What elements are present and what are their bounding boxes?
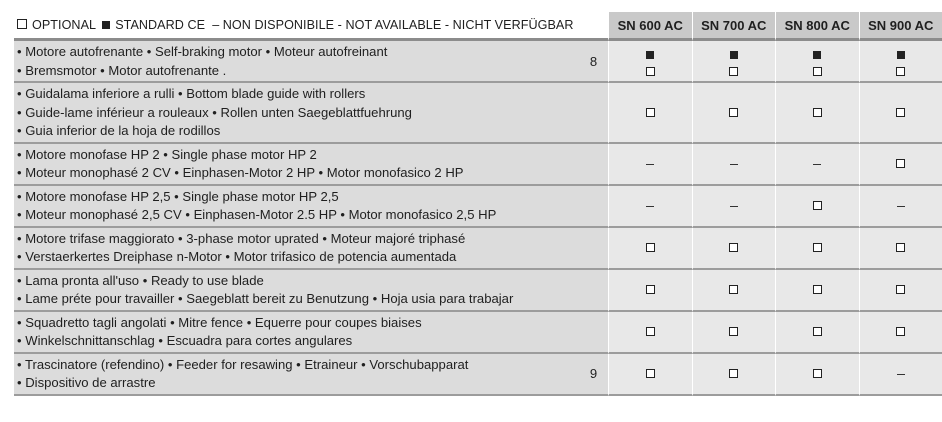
page-column-header xyxy=(579,12,608,41)
availability-cell xyxy=(692,41,776,83)
description-line: • Lame préte pour travailler • Saegeblatt bereit zu Benutzung • Hoja usia para trabajar xyxy=(17,291,514,306)
not-available-icon xyxy=(646,206,654,207)
page-reference xyxy=(579,186,608,228)
legend-not-available: – NON DISPONIBILE - NOT AVAILABLE - NICHT VERFÜGBAR xyxy=(212,18,574,32)
not-available-icon xyxy=(646,164,654,165)
availability-cell xyxy=(692,144,776,186)
availability-cell xyxy=(775,354,859,396)
availability-cell xyxy=(692,186,776,228)
standard-legend-icon xyxy=(102,21,110,29)
standard-icon xyxy=(897,51,905,59)
model-header: SN 700 AC xyxy=(692,12,776,41)
availability-cell xyxy=(608,270,692,312)
page-reference xyxy=(579,270,608,312)
description-line: • Lama pronta all'uso • Ready to use blade xyxy=(17,272,264,288)
optional-icon xyxy=(896,243,905,252)
legend-standard: STANDARD CE xyxy=(115,18,206,32)
availability-stack xyxy=(813,51,822,76)
description-line: • Squadretto tagli angolati • Mitre fence • Equerre pour coupes biaises xyxy=(17,314,422,330)
optional-icon xyxy=(813,327,822,336)
table-row xyxy=(14,354,942,396)
option-description xyxy=(14,312,579,354)
not-available-icon xyxy=(730,164,738,165)
availability-cell xyxy=(859,312,942,354)
availability-cell xyxy=(608,228,692,270)
availability-cell xyxy=(608,144,692,186)
optional-icon xyxy=(813,108,822,117)
optional-icon xyxy=(813,285,822,294)
availability-cell xyxy=(859,228,942,270)
availability-cell xyxy=(859,354,942,396)
table-row xyxy=(14,41,942,83)
not-available-icon xyxy=(897,206,905,207)
page-reference xyxy=(579,312,608,354)
table-row xyxy=(14,144,942,186)
availability-cell xyxy=(775,144,859,186)
optional-icon xyxy=(646,285,655,294)
page-reference: 9 xyxy=(579,354,608,396)
description-line: • Dispositivo de arrastre xyxy=(17,375,156,390)
optional-icon xyxy=(813,201,822,210)
table-row xyxy=(14,186,942,228)
availability-cell xyxy=(775,41,859,83)
optional-icon xyxy=(896,285,905,294)
availability-cell xyxy=(608,354,692,396)
not-available-icon xyxy=(730,206,738,207)
description-line: • Moteur monophasé 2,5 CV • Einphasen-Motor 2.5 HP • Motor monofasico 2,5 HP xyxy=(17,207,497,222)
optional-icon xyxy=(646,67,655,76)
description-line: • Motore trifase maggiorato • 3-phase motor uprated • Moteur majoré triphasé xyxy=(17,230,466,246)
availability-cell xyxy=(775,270,859,312)
optional-icon xyxy=(896,327,905,336)
table-row xyxy=(14,228,942,270)
description-line: • Motore autofrenante • Self-braking motor • Moteur autofreinant xyxy=(17,44,388,59)
option-description xyxy=(14,83,579,144)
option-description xyxy=(14,41,579,83)
availability-cell xyxy=(608,83,692,144)
availability-cell xyxy=(608,186,692,228)
table-row xyxy=(14,270,942,312)
optional-icon xyxy=(813,369,822,378)
options-table-body xyxy=(14,41,942,396)
availability-cell xyxy=(775,186,859,228)
description-line: • Bremsmotor • Motor autofrenante . xyxy=(17,62,227,78)
availability-cell xyxy=(859,270,942,312)
model-header: SN 900 AC xyxy=(859,12,942,41)
standard-icon xyxy=(646,51,654,59)
availability-cell xyxy=(775,312,859,354)
availability-stack xyxy=(729,51,738,76)
page-reference: 8 xyxy=(579,41,608,83)
description-line: • Moteur monophasé 2 CV • Einphasen-Motor 2 HP • Motor monofasico 2 HP xyxy=(17,165,464,180)
availability-cell xyxy=(692,270,776,312)
model-header: SN 800 AC xyxy=(775,12,859,41)
table-row xyxy=(14,83,942,144)
description-line: • Guide-lame inférieur a rouleaux • Rollen unten Saegeblattfuehrung xyxy=(17,104,412,120)
option-description xyxy=(14,354,579,396)
optional-icon xyxy=(896,159,905,168)
optional-icon xyxy=(896,108,905,117)
availability-cell xyxy=(775,228,859,270)
option-description xyxy=(14,270,579,312)
optional-icon xyxy=(646,243,655,252)
description-line: • Motore monofase HP 2,5 • Single phase motor HP 2,5 xyxy=(17,188,339,204)
optional-icon xyxy=(646,369,655,378)
availability-cell xyxy=(859,144,942,186)
description-line: • Verstaerkertes Dreiphase n-Motor • Motor trifasico de potencia aumentada xyxy=(17,249,457,264)
optional-icon xyxy=(896,67,905,76)
legend-optional: OPTIONAL xyxy=(32,18,96,32)
header-row xyxy=(14,12,942,41)
optional-icon xyxy=(646,108,655,117)
page-reference xyxy=(579,144,608,186)
availability-cell xyxy=(608,312,692,354)
optional-icon xyxy=(729,243,738,252)
optional-icon xyxy=(646,327,655,336)
availability-stack xyxy=(646,51,655,76)
legend xyxy=(14,12,579,41)
optional-icon xyxy=(729,327,738,336)
availability-cell xyxy=(608,41,692,83)
availability-cell xyxy=(692,312,776,354)
options-table xyxy=(14,12,942,396)
page-reference xyxy=(579,228,608,270)
optional-icon xyxy=(813,243,822,252)
availability-cell xyxy=(859,83,942,144)
availability-cell xyxy=(859,186,942,228)
page-reference xyxy=(579,83,608,144)
description-line: • Winkelschnittanschlag • Escuadra para cortes angulares xyxy=(17,333,353,348)
description-line: • Guia inferior de la hoja de rodillos xyxy=(17,123,221,138)
standard-icon xyxy=(813,51,821,59)
model-header: SN 600 AC xyxy=(608,12,692,41)
description-line: • Guidalama inferiore a rulli • Bottom blade guide with rollers xyxy=(17,86,366,101)
option-description xyxy=(14,228,579,270)
description-line: • Motore monofase HP 2 • Single phase motor HP 2 xyxy=(17,146,317,162)
standard-icon xyxy=(730,51,738,59)
availability-cell xyxy=(859,41,942,83)
not-available-icon xyxy=(897,374,905,375)
option-description xyxy=(14,144,579,186)
optional-icon xyxy=(729,285,738,294)
table-row xyxy=(14,312,942,354)
option-description xyxy=(14,186,579,228)
description-line: • Trascinatore (refendino) • Feeder for resawing • Etraineur • Vorschubapparat xyxy=(17,356,469,372)
availability-cell xyxy=(692,83,776,144)
optional-legend-icon xyxy=(17,19,27,29)
availability-cell xyxy=(692,228,776,270)
optional-icon xyxy=(729,108,738,117)
optional-icon xyxy=(729,67,738,76)
optional-icon xyxy=(729,369,738,378)
optional-icon xyxy=(813,67,822,76)
availability-cell xyxy=(775,83,859,144)
availability-stack xyxy=(896,51,905,76)
not-available-icon xyxy=(813,164,821,165)
availability-cell xyxy=(692,354,776,396)
